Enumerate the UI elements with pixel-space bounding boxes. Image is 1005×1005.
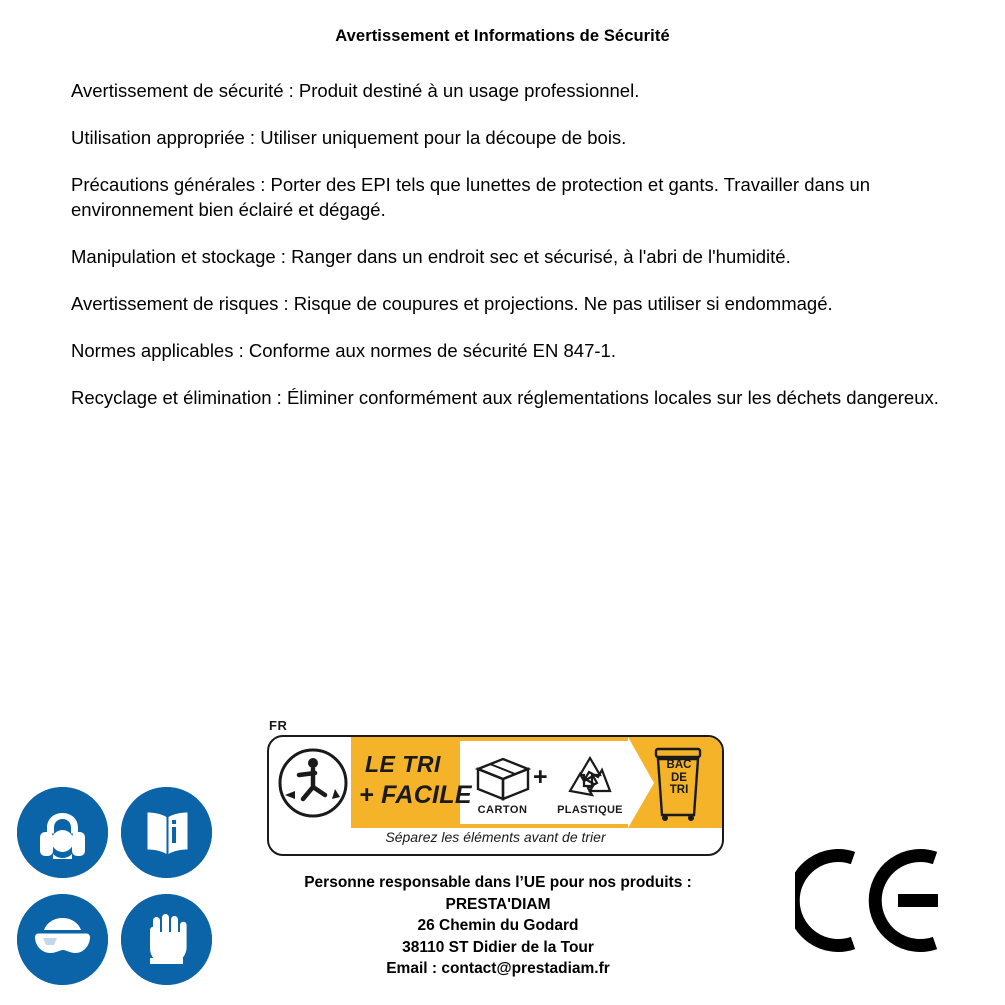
safety-information-list <box>71 78 943 410</box>
ear-protection-icon <box>17 787 108 878</box>
recycling-label-box <box>267 735 724 856</box>
carton-caption: CARTON <box>477 804 528 816</box>
list-item: Recyclage et élimination : Éliminer conformément aux réglementations locales sur les déchets dangereux. <box>71 387 939 408</box>
heading-prefix: Personne responsable dans l’ <box>304 874 524 891</box>
company-name: PRESTA'DIAM <box>445 895 551 913</box>
company-street: 26 Chemin du Godard <box>417 917 579 934</box>
page-title: Avertissement et Informations de Sécurité <box>335 27 670 45</box>
list-item: Normes applicables : Conforme aux normes de sécurité EN 847-1. <box>71 340 616 361</box>
list-item: Manipulation et stockage : Ranger dans un endroit sec et sécurisé, à l'abri de l'humidité. <box>71 246 791 267</box>
pictogram-group <box>17 787 222 990</box>
read-manual-icon <box>121 787 212 878</box>
tri-line1: LE TRI <box>365 751 441 777</box>
list-item: Précautions générales : Porter des EPI tels que lunettes de protection et gants. Travailler dans un environnement bien éclairé et dégagé. <box>71 174 871 220</box>
country-code-label: FR <box>269 718 288 733</box>
bin-caption <box>657 759 701 797</box>
bin-caption-line3: TRI <box>669 784 689 796</box>
plastic-caption: PLASTIQUE <box>557 804 623 816</box>
company-city: 38110 ST Didier de la Tour <box>402 938 594 956</box>
tri-line2: + FACILE <box>359 781 472 809</box>
heading-suffix: pour nos produits : <box>545 874 692 891</box>
plastic-recycle-icon <box>563 753 617 806</box>
responsible-person-block <box>230 872 766 980</box>
recycling-label <box>267 718 726 858</box>
hand-protection-icon <box>121 894 212 985</box>
plus-sign: + <box>533 763 548 791</box>
ce-marking-icon <box>795 848 945 953</box>
eye-protection-icon <box>17 894 108 985</box>
recycling-footer-text: Séparez les éléments avant de trier <box>385 829 606 845</box>
list-item: Avertissement de sécurité : Produit destiné à un usage professionnel. <box>71 80 640 101</box>
list-item: Avertissement de risques : Risque de coupures et projections. Ne pas utiliser si endommagé. <box>71 293 833 314</box>
company-email: Email : contact@prestadiam.fr <box>386 960 610 977</box>
bin-caption-line2: DE <box>671 771 687 784</box>
triman-icon <box>275 743 351 823</box>
heading-ue: UE <box>523 874 546 891</box>
bin-caption-line1: BAC <box>666 759 692 771</box>
responsible-person-heading <box>230 872 766 894</box>
carton-icon <box>474 753 532 806</box>
list-item: Utilisation appropriée : Utiliser uniquement pour la découpe de bois. <box>71 127 627 148</box>
